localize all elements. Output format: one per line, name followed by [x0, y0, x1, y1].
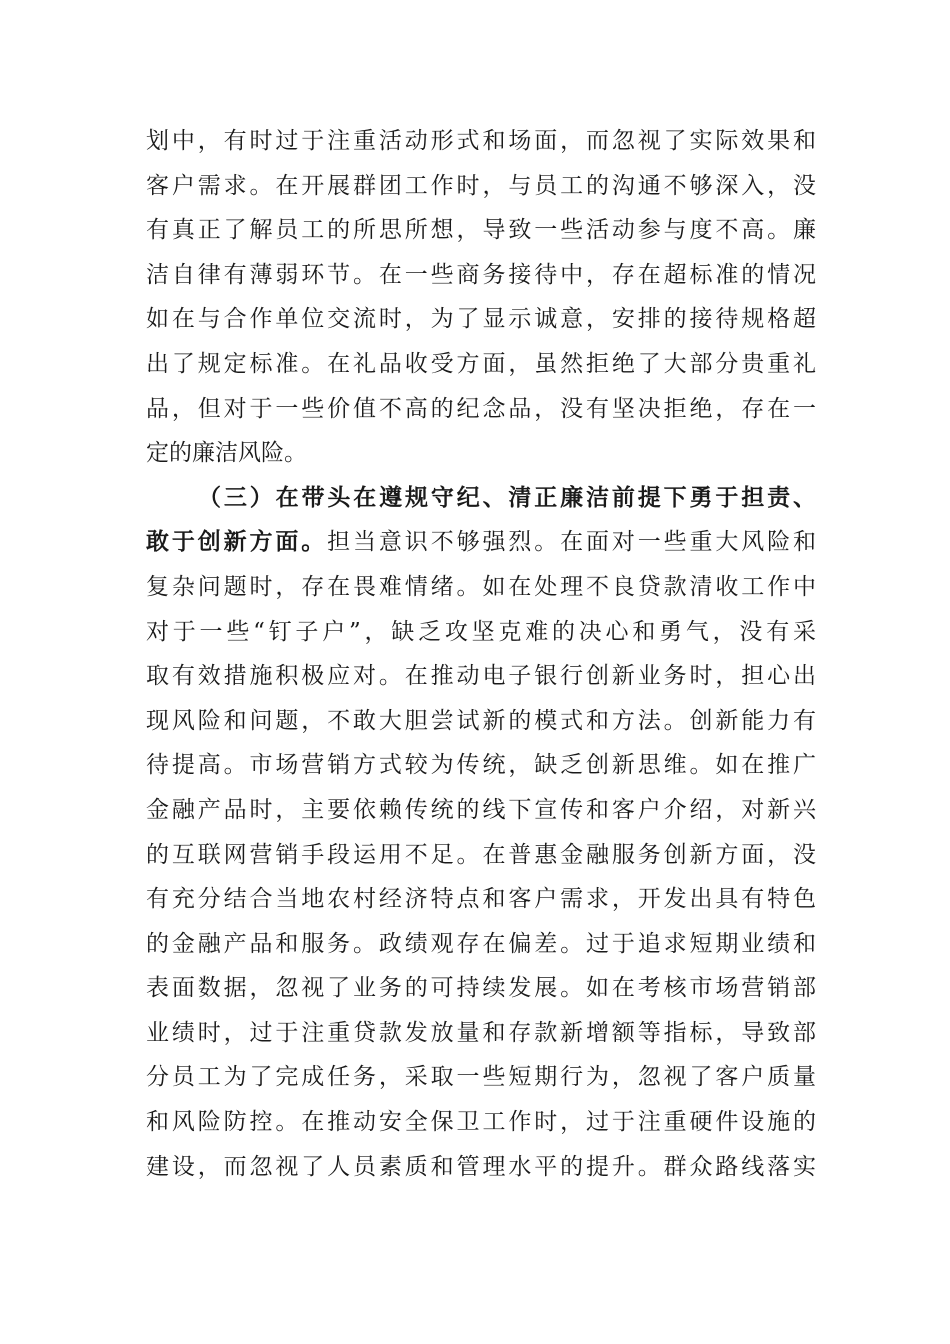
text-line: 洁自律有薄弱环节。在一些商务接待中，存在超标准的情况 — [146, 261, 816, 288]
text-line: 业绩时，过于注重贷款发放量和存款新增额等指标，导致部 — [146, 1019, 816, 1046]
text-line: 金融产品时，主要依赖传统的线下宣传和客户介绍，对新兴 — [146, 796, 816, 823]
text-line: 对于一些“钉子户”，缺乏攻坚克难的决心和勇气，没有采 — [146, 618, 816, 645]
text-line: 建设，而忽视了人员素质和管理水平的提升。群众路线落实 — [146, 1153, 816, 1180]
text-line: 待提高。市场营销方式较为传统，缺乏创新思维。如在推广 — [146, 752, 816, 779]
text-line: 和风险防控。在推动安全保卫工作时，过于注重硬件设施的 — [146, 1109, 816, 1136]
text-line: 品，但对于一些价值不高的纪念品，没有坚决拒绝，存在一 — [146, 395, 816, 422]
text-line: 出了规定标准。在礼品收受方面，虽然拒绝了大部分贵重礼 — [146, 350, 816, 377]
text-line: 复杂问题时，存在畏难情绪。如在处理不良贷款清收工作中 — [146, 573, 816, 600]
text-line: 有真正了解员工的所思所想，导致一些活动参与度不高。廉 — [146, 217, 816, 244]
text-line: 分员工为了完成任务，采取一些短期行为，忽视了客户质量 — [146, 1064, 816, 1091]
text-line: 如在与合作单位交流时，为了显示诚意，安排的接待规格超 — [146, 306, 816, 333]
text-line: 表面数据，忽视了业务的可持续发展。如在考核市场营销部 — [146, 975, 816, 1002]
section-heading-tail: 敢于创新方面。 — [146, 528, 328, 556]
text-span: 担当意识不够强烈。在面对一些重大风险和 — [327, 529, 817, 556]
text-line: 有充分结合当地农村经济特点和客户需求，开发出具有特色 — [146, 886, 816, 913]
text-line: 定的廉洁风险。 — [146, 440, 307, 467]
text-line: 划中，有时过于注重活动形式和场面，而忽视了实际效果和 — [146, 128, 816, 154]
text-line: 客户需求。在开展群团工作时，与员工的沟通不够深入，没 — [146, 172, 816, 199]
text-line: 现风险和问题，不敢大胆尝试新的模式和方法。创新能力有 — [146, 707, 816, 734]
text-line: 的金融产品和服务。政绩观存在偏差。过于追求短期业绩和 — [146, 930, 816, 957]
text-line: 取有效措施积极应对。在推动电子银行创新业务时，担心出 — [146, 663, 816, 690]
body-text — [146, 119, 816, 1189]
section-heading: （三）在带头在遵规守纪、清正廉洁前提下勇于担责、 — [198, 483, 816, 511]
text-line: 的互联网营销手段运用不足。在普惠金融服务创新方面，没 — [146, 841, 816, 868]
text-line — [146, 520, 816, 565]
